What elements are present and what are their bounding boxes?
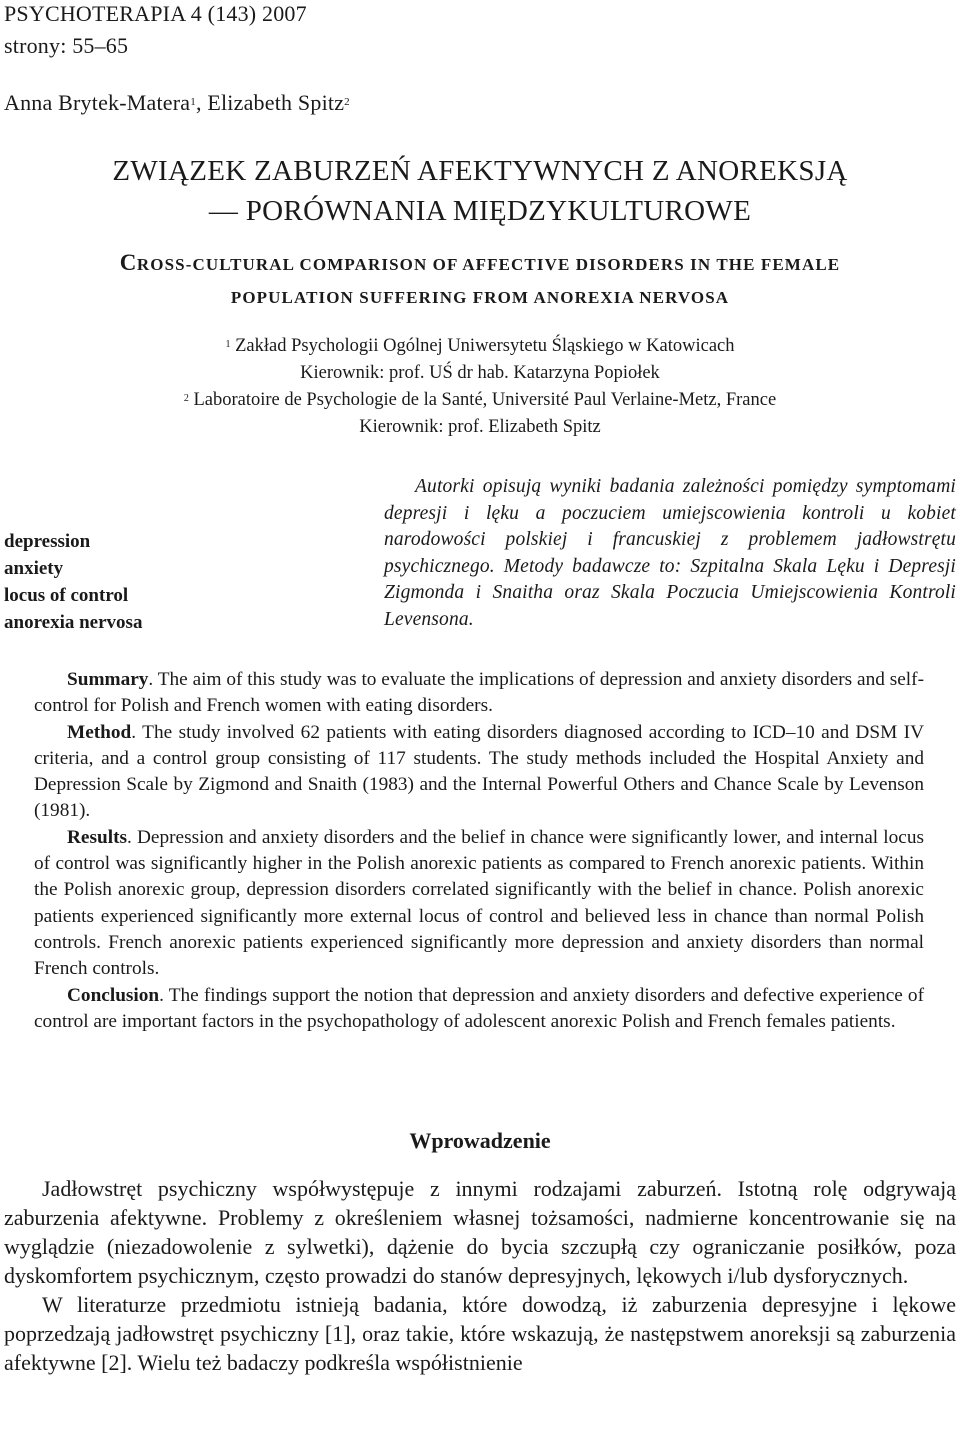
affiliation-head: Kierownik: prof. Elizabeth Spitz <box>359 417 601 437</box>
body-paragraph: W literaturze przedmiotu istnieją badania, które dowodzą, iż zaburzenia depresyjne i lękowe poprzedzają jadłowstręt psychiczny [1], oraz takie, które wskazują, że następstwem anoreksji są zaburzenia afektywne [2]. Wielu też badaczy podkreśla współistnienie <box>4 1292 956 1375</box>
summary-label: Results <box>67 826 127 848</box>
author-separator: , <box>195 90 208 115</box>
affiliation-marker: 2 <box>344 96 350 108</box>
summary <box>34 667 924 1035</box>
english-title-text: ROSS-CULTURAL COMPARISON OF AFFECTIVE DISORDERS IN THE FEMALE <box>136 255 841 274</box>
summary-label: Conclusion <box>67 984 160 1006</box>
keyword: anorexia nervosa <box>4 612 143 633</box>
keyword: depression <box>4 531 91 552</box>
section-heading: Wprowadzenie <box>409 1128 551 1153</box>
affiliation <box>0 389 960 411</box>
page-range: strony: 55–65 <box>4 33 129 58</box>
author-name: Elizabeth Spitz <box>207 90 345 115</box>
abstract-polish: Autorki opisują wyniki badania zależności pomiędzy symptomami depresji i lęku a poczuciem umiejscowienia kontroli u kobiet narodowości polskiej i francuskiej z problemem jadłowstrętu psychicznego. Metody badawcze to: Szpitalna Skala Lęku i Depresji Zigmonda i Snaitha oraz Skala Poczucia Umiejscowienia Kontroli Levensona. <box>384 476 956 630</box>
summary-paragraph <box>34 667 924 720</box>
summary-text: . The study involved 62 patients with eating disorders diagnosed according to ICD–10 and DSM IV criteria, and a control group consisting of 117 students. The study methods included the Hospital Anxiety and Depression Scale by Zigmond and Snaith (1983) and the Internal Powerful Others and Chance Scale by Levenson (1981). <box>34 721 924 822</box>
english-title-line: POPULATION SUFFERING FROM ANOREXIA NERVOSA <box>230 288 730 307</box>
body-text <box>4 1174 956 1377</box>
affiliation-name: Laboratoire de Psychologie de la Santé, Université Paul Verlaine-Metz, France <box>193 390 777 410</box>
affiliation-head: Kierownik: prof. UŚ dr hab. Katarzyna Popiołek <box>300 363 660 383</box>
summary-label: Summary <box>67 669 149 690</box>
summary-text: . Depression and anxiety disorders and the belief in chance were significantly lower, and internal locus of control was significantly higher in the Polish anorexic patients as compared to French anorexic patients. Within the Polish anorexic group, depression disorders correlated significantly with the belief in chance. Polish anorexic patients experienced significantly more external locus of control and believed less in chance than normal Polish controls. French anorexic patients experienced significantly more depression and anxiety disorders than normal French controls. <box>34 826 924 980</box>
article-title-line: ZWIĄZEK ZABURZEŃ AFEKTYWNYCH Z ANOREKSJĄ <box>112 155 848 187</box>
summary-paragraph <box>34 825 924 983</box>
author-name: Anna Brytek-Matera <box>4 90 191 115</box>
affiliation <box>0 335 960 357</box>
keyword: locus of control <box>4 585 129 606</box>
article-title-line: — PORÓWNANIA MIĘDZYKULTUROWE <box>208 195 752 227</box>
english-title-line <box>0 250 960 275</box>
authors <box>4 91 350 115</box>
journal-title: PSYCHOTERAPIA 4 (143) 2007 <box>4 1 307 26</box>
summary-label: Method <box>67 721 132 743</box>
body-paragraph: Jadłowstręt psychiczny współwystępuje z innymi rodzajami zaburzeń. Istotną rolę odgrywają zaburzenia afektywne. Problemy z określeniem własnej tożsamości, nadmierne koncentrowanie się na wyglądzie (niezadowolenie z sylwetki), dążenie do bycia szczupłą czy ograniczanie posiłków, poza dyskomfortem psychicznym, często prowadzi do stanów depresyjnych, lękowych i/lub dysforycznych. <box>4 1176 956 1288</box>
affiliation-marker: 2 <box>183 393 189 404</box>
summary-text: . The aim of this study was to evaluate the implications of depression and anxiety disorders and self-control for Polish and French women with eating disorders. <box>34 669 924 717</box>
keyword: anxiety <box>4 558 64 579</box>
summary-paragraph <box>34 983 924 1036</box>
affiliation-name: Zakład Psychologii Ogólnej Uniwersytetu Śląskiego w Katowicach <box>235 336 735 356</box>
summary-text: . The findings support the notion that depression and anxiety disorders and defective experience of control are important factors in the psychopathology of adolescent anorexic Polish and French females patients. <box>34 984 924 1032</box>
affiliation-marker: 1 <box>190 96 196 108</box>
english-title-initial: C <box>119 250 137 275</box>
summary-paragraph <box>34 720 924 825</box>
affiliation-marker: 1 <box>225 339 231 350</box>
keywords <box>4 528 204 636</box>
